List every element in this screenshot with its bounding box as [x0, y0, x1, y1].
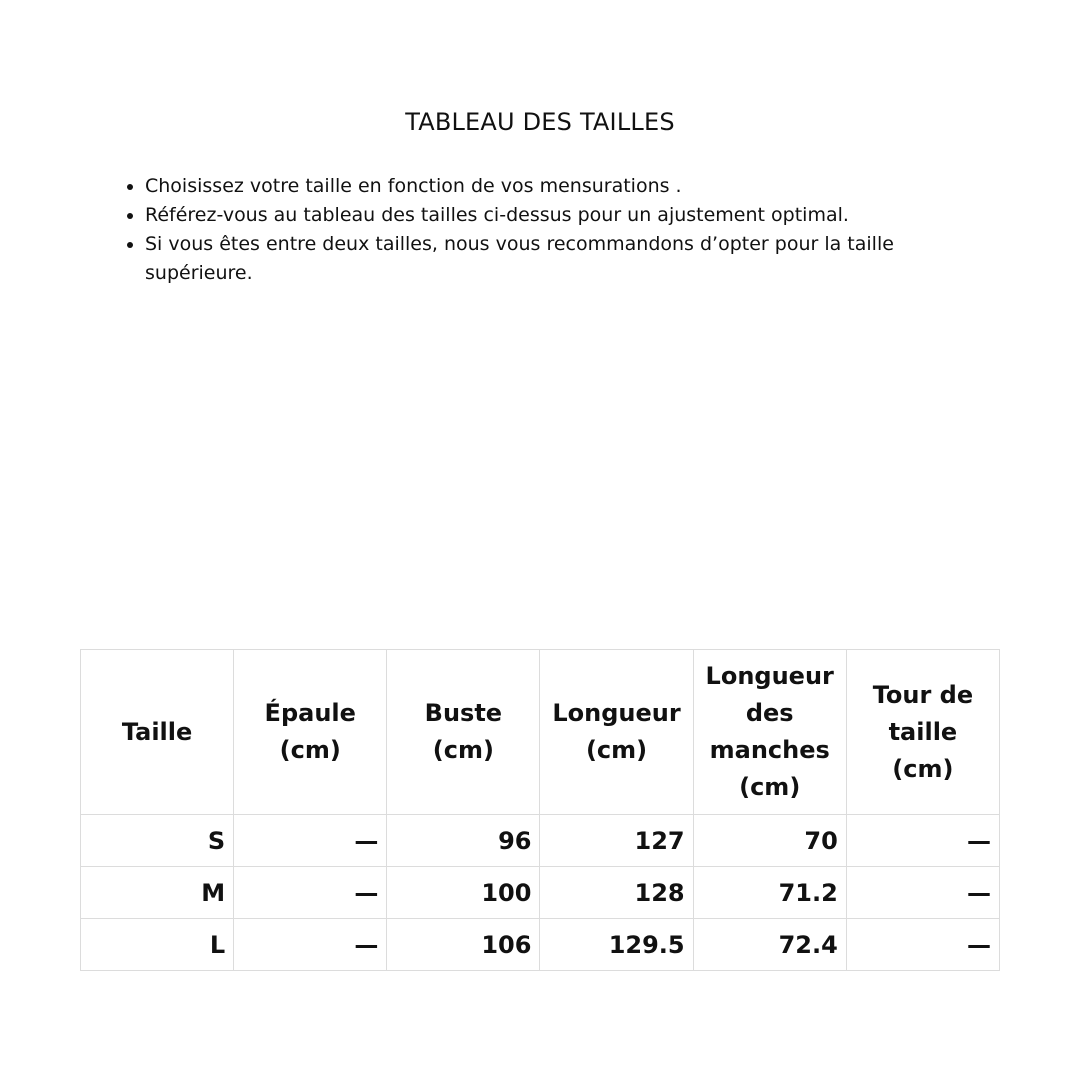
tip-item: • Si vous êtes entre deux tailles, nous vous recommandons d’opter pour la taille supérieure.	[145, 230, 935, 288]
tip-item: • Choisissez votre taille en fonction de vos mensurations .	[145, 172, 935, 201]
shoulder-cell: —	[234, 815, 387, 867]
waist-cell: —	[846, 867, 999, 919]
length-cell: 127	[540, 815, 693, 867]
sleeve-length-cell: 72.4	[693, 919, 846, 971]
waist-cell: —	[846, 815, 999, 867]
column-header-bust: Buste (cm)	[387, 650, 540, 815]
page-title: TABLEAU DES TAILLES	[405, 108, 675, 136]
table-row	[81, 815, 1000, 867]
column-header-length: Longueur (cm)	[540, 650, 693, 815]
size-chart-table	[80, 649, 1000, 971]
bust-cell: 96	[387, 815, 540, 867]
size-cell: M	[81, 867, 234, 919]
size-tips-list	[105, 172, 935, 288]
table-row	[81, 919, 1000, 971]
column-header-waist: Tour de taille (cm)	[846, 650, 999, 815]
shoulder-cell: —	[234, 867, 387, 919]
bust-cell: 100	[387, 867, 540, 919]
sleeve-length-cell: 71.2	[693, 867, 846, 919]
length-cell: 129.5	[540, 919, 693, 971]
table-row	[81, 867, 1000, 919]
shoulder-cell: —	[234, 919, 387, 971]
tip-item: • Référez-vous au tableau des tailles ci-dessus pour un ajustement optimal.	[145, 201, 935, 230]
size-cell: L	[81, 919, 234, 971]
length-cell: 128	[540, 867, 693, 919]
column-header-size: Taille	[81, 650, 234, 815]
waist-cell: —	[846, 919, 999, 971]
sleeve-length-cell: 70	[693, 815, 846, 867]
bust-cell: 106	[387, 919, 540, 971]
column-header-shoulder: Épaule (cm)	[234, 650, 387, 815]
table-header-row	[81, 650, 1000, 815]
column-header-sleeve-length: Longueur des manches (cm)	[693, 650, 846, 815]
size-cell: S	[81, 815, 234, 867]
